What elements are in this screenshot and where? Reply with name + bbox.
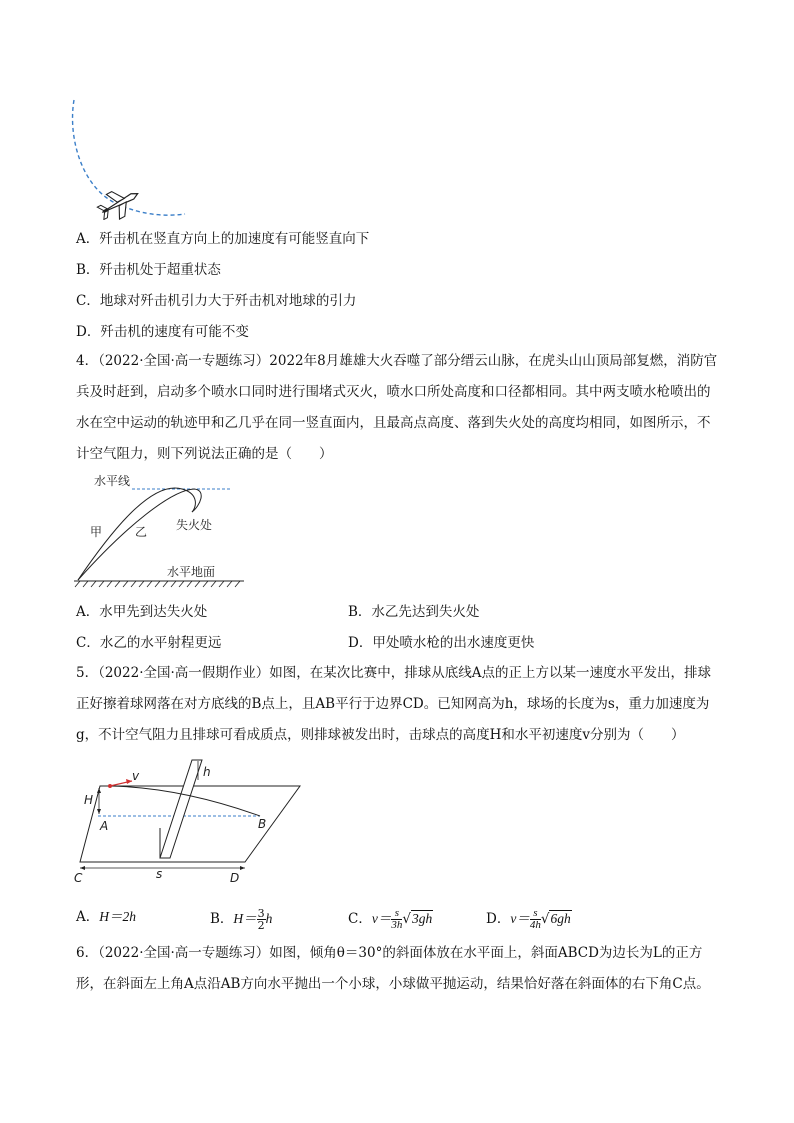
q4-option-b: B．水乙先达到失火处 (348, 604, 480, 620)
q3-figure (60, 95, 210, 220)
q5-option-d-root: 6gh (550, 911, 571, 926)
q5-stem: 5．（2022·全国·高一假期作业）如图，在某次比赛中，排球从底线A点的正上方以某一速度水平发出，排球正好擦着球网落在对方底线的B点上，且AB平行于边界CD。已知网高为h，球场的长度为s，重力加速度为g，不计空气阻力且排球可看成质点，则排球被发出时，击球点的高度H和水平初速度v分别为（ ） (76, 665, 712, 743)
q5-option-a: A．H＝2h (76, 909, 136, 925)
q3-option-a: A．歼击机在竖直方向上的加速度有可能竖直向下 (76, 231, 370, 247)
q4-label-jia: 甲 (90, 525, 103, 539)
q6-stem: 6．（2022·全国·高一专题练习）如图，倾角θ＝30°的斜面体放在水平面上，斜面ABCD为边长为L的正方形，在斜面左上角A点沿AB方向水平抛出一个小球，小球做平抛运动，结果恰好落在斜面体的右下角C点。 (76, 945, 710, 992)
q4-label-horizontal-line: 水平线 (94, 474, 131, 488)
q5-option-a-expr: H＝2h (99, 909, 136, 924)
q5-label-H: H (84, 793, 94, 807)
q5-option-b-fraction: $\frac{3}{2}$ (257, 907, 265, 932)
q5-figure (70, 758, 310, 888)
q5-option-c-fraction: $\frac{s}{3h}$ (391, 907, 403, 931)
q5-label-v: v (132, 769, 140, 783)
q3-option-b: B．歼击机处于超重状态 (76, 262, 221, 278)
q4-option-d: D．甲处喷水枪的出水速度更快 (348, 635, 535, 651)
q5-option-b: B．H＝ $\frac{3}{2}$ h (210, 907, 273, 932)
q4-label-yi: 乙 (135, 525, 148, 539)
q5-label-D: D (230, 871, 240, 885)
ball (108, 784, 112, 788)
q3-option-c: C．地球对歼击机引力大于歼击机对地球的引力 (76, 293, 357, 309)
q4-option-c: C．水乙的水平射程更远 (76, 635, 222, 651)
ground-hatching (75, 581, 240, 587)
q5-label-s: s (156, 867, 163, 881)
q5-label-B: B (258, 817, 267, 831)
q4-figure (72, 470, 247, 590)
q5-option-d-fraction: $\frac{s}{4h}$ (529, 907, 541, 931)
q5-option-d: D．v＝ $\frac{s}{4h}$ √6gh (486, 907, 571, 931)
q5-option-c-root: 3gh (411, 911, 433, 926)
q5-label-h: h (203, 765, 211, 779)
q5-label-C: C (74, 871, 83, 885)
q4-label-fire: 失火处 (176, 518, 213, 532)
net (160, 760, 202, 858)
q4-label-ground: 水平地面 (167, 565, 216, 579)
q4-option-a: A．水甲先到达失火处 (76, 604, 208, 620)
q5-label-A: A (100, 819, 109, 833)
q3-option-d: D．歼击机的速度有可能不变 (76, 324, 249, 340)
jet-fighter-icon (94, 181, 144, 220)
q4-stem: 4．（2022·全国·高一专题练习）2022年8月雄雄大火吞噬了部分缙云山脉，在虎头山山顶局部复燃，消防官兵及时赶到，启动多个喷水口同时进行围堵式灭火，喷水口所处高度和口径都相同。其中两支喷水枪喷出的水在空中运动的轨迹甲和乙几乎在同一竖直面内，且最高点高度、落到失火处的高度均相同，如图所示，不计空气阻力，则下列说法正确的是（ ） (76, 353, 718, 462)
q5-option-c: C．v＝ $\frac{s}{3h}$ √3gh (348, 907, 433, 931)
